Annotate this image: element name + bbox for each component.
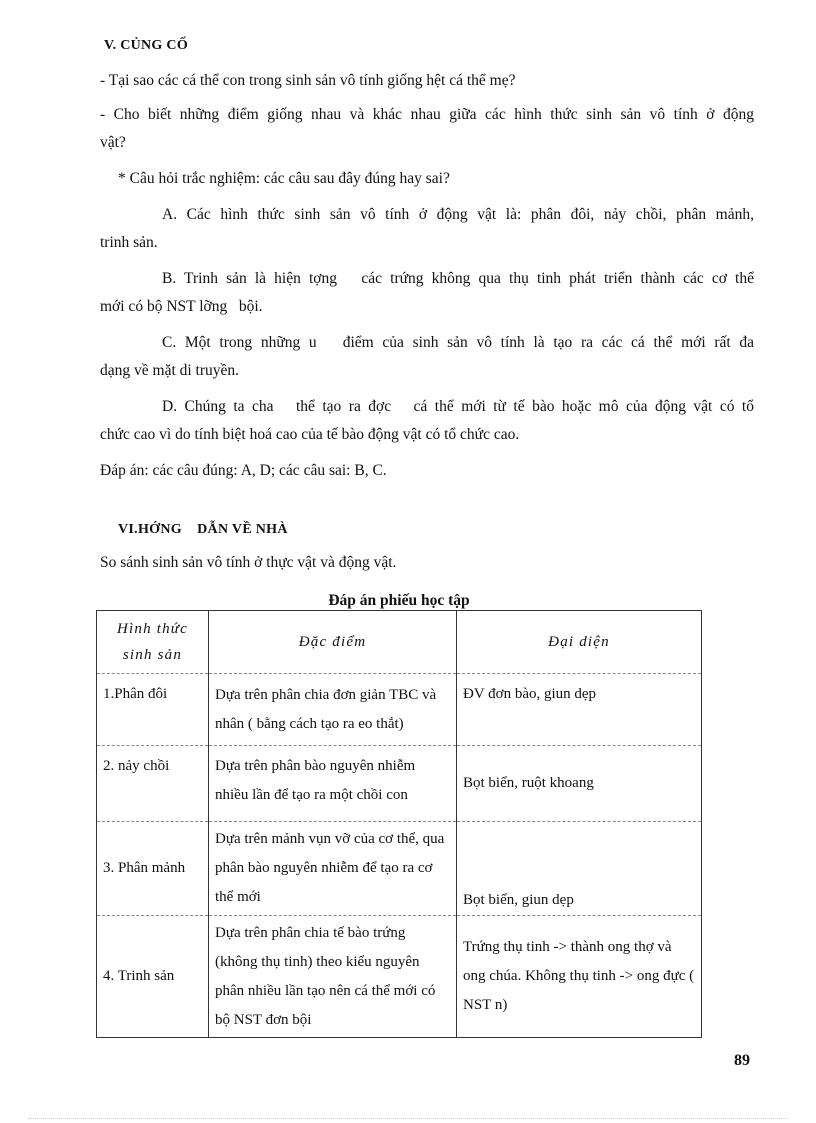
answer-table bbox=[96, 610, 702, 1038]
quiz-c-line-1: C. Một trong những u điểm của sinh sản vô tính là tạo ra các cá thể mới rất đa bbox=[162, 334, 754, 351]
section-heading-cung-co: V. CỦNG CỐ bbox=[104, 38, 189, 53]
table-row bbox=[97, 822, 702, 916]
table-row bbox=[97, 746, 702, 822]
homework-task: So sánh sinh sản vô tính ở thực vật và động vật. bbox=[100, 554, 397, 571]
quiz-d-line-2: chức cao vì do tính biệt hoá cao của tế bào động vật có tổ chức cao. bbox=[100, 426, 520, 443]
cell-example: Bọt biển, ruột khoang bbox=[457, 746, 702, 822]
quiz-a-line-1: A. Các hình thức sinh sản vô tính ở động vật là: phân đôi, nảy chồi, phân mảnh, bbox=[162, 206, 754, 223]
quiz-d-line-1: D. Chúng ta cha thể tạo ra đợc cá thể mới từ tế bào hoặc mô của động vật có tổ bbox=[162, 398, 754, 415]
question-1: - Tại sao các cá thể con trong sinh sản vô tính giống hệt cá thể mẹ? bbox=[100, 72, 516, 89]
cell-feature: Dựa trên phân chia tế bào trứng (không thụ tinh) theo kiểu nguyên phân nhiều lần tạo nên cá thể mới có bộ NST đơn bội bbox=[209, 916, 457, 1038]
cell-form: 1.Phân đôi bbox=[97, 674, 209, 746]
cell-example: ĐV đơn bào, giun dẹp bbox=[457, 674, 702, 746]
cell-feature: Dựa trên phân chia đơn giản TBC và nhân ( bằng cách tạo ra eo thắt) bbox=[209, 674, 457, 746]
header-feature: Đặc điểm bbox=[209, 611, 457, 674]
table-row bbox=[97, 674, 702, 746]
quiz-intro: * Câu hỏi trắc nghiệm: các câu sau đây đúng hay sai? bbox=[118, 170, 450, 187]
quiz-answer: Đáp án: các câu đúng: A, D; các câu sai: B, C. bbox=[100, 462, 387, 479]
quiz-b-line-2: mới có bộ NST lỡng bội. bbox=[100, 298, 263, 315]
footer-divider bbox=[28, 1118, 788, 1119]
quiz-a-line-2: trinh sản. bbox=[100, 234, 158, 251]
cell-form: 4. Trinh sản bbox=[97, 916, 209, 1038]
cell-example: Bọt biển, giun dẹp bbox=[457, 822, 702, 916]
page-number: 89 bbox=[734, 1052, 750, 1069]
table-row bbox=[97, 916, 702, 1038]
question-2-line-1: - Cho biết những điểm giống nhau và khác nhau giữa các hình thức sinh sản vô tính ở động bbox=[100, 106, 754, 123]
cell-form: 3. Phân mảnh bbox=[97, 822, 209, 916]
quiz-b-line-1: B. Trinh sản là hiện tợng các trứng không qua thụ tinh phát triển thành các cơ thể bbox=[162, 270, 754, 287]
cell-feature: Dựa trên phân bào nguyên nhiễm nhiều lần để tạo ra một chồi con bbox=[209, 746, 457, 822]
quiz-c-line-2: dạng về mặt di truyền. bbox=[100, 362, 240, 379]
section-heading-huong-dan: VI.HỚNG DẪN VỀ NHÀ bbox=[118, 522, 288, 537]
table-header-row bbox=[97, 611, 702, 674]
header-form: Hình thức sinh sản bbox=[97, 611, 209, 674]
question-2-line-2: vật? bbox=[100, 134, 126, 151]
header-example: Đại diện bbox=[457, 611, 702, 674]
cell-form: 2. nảy chồi bbox=[97, 746, 209, 822]
cell-feature: Dựa trên mảnh vụn vỡ của cơ thể, qua phân bào nguyên nhiễm để tạo ra cơ thể mới bbox=[209, 822, 457, 916]
table-caption: Đáp án phiếu học tập bbox=[328, 592, 470, 609]
cell-example: Trứng thụ tinh -> thành ong thợ và ong chúa. Không thụ tinh -> ong đực ( NST n) bbox=[457, 916, 702, 1038]
